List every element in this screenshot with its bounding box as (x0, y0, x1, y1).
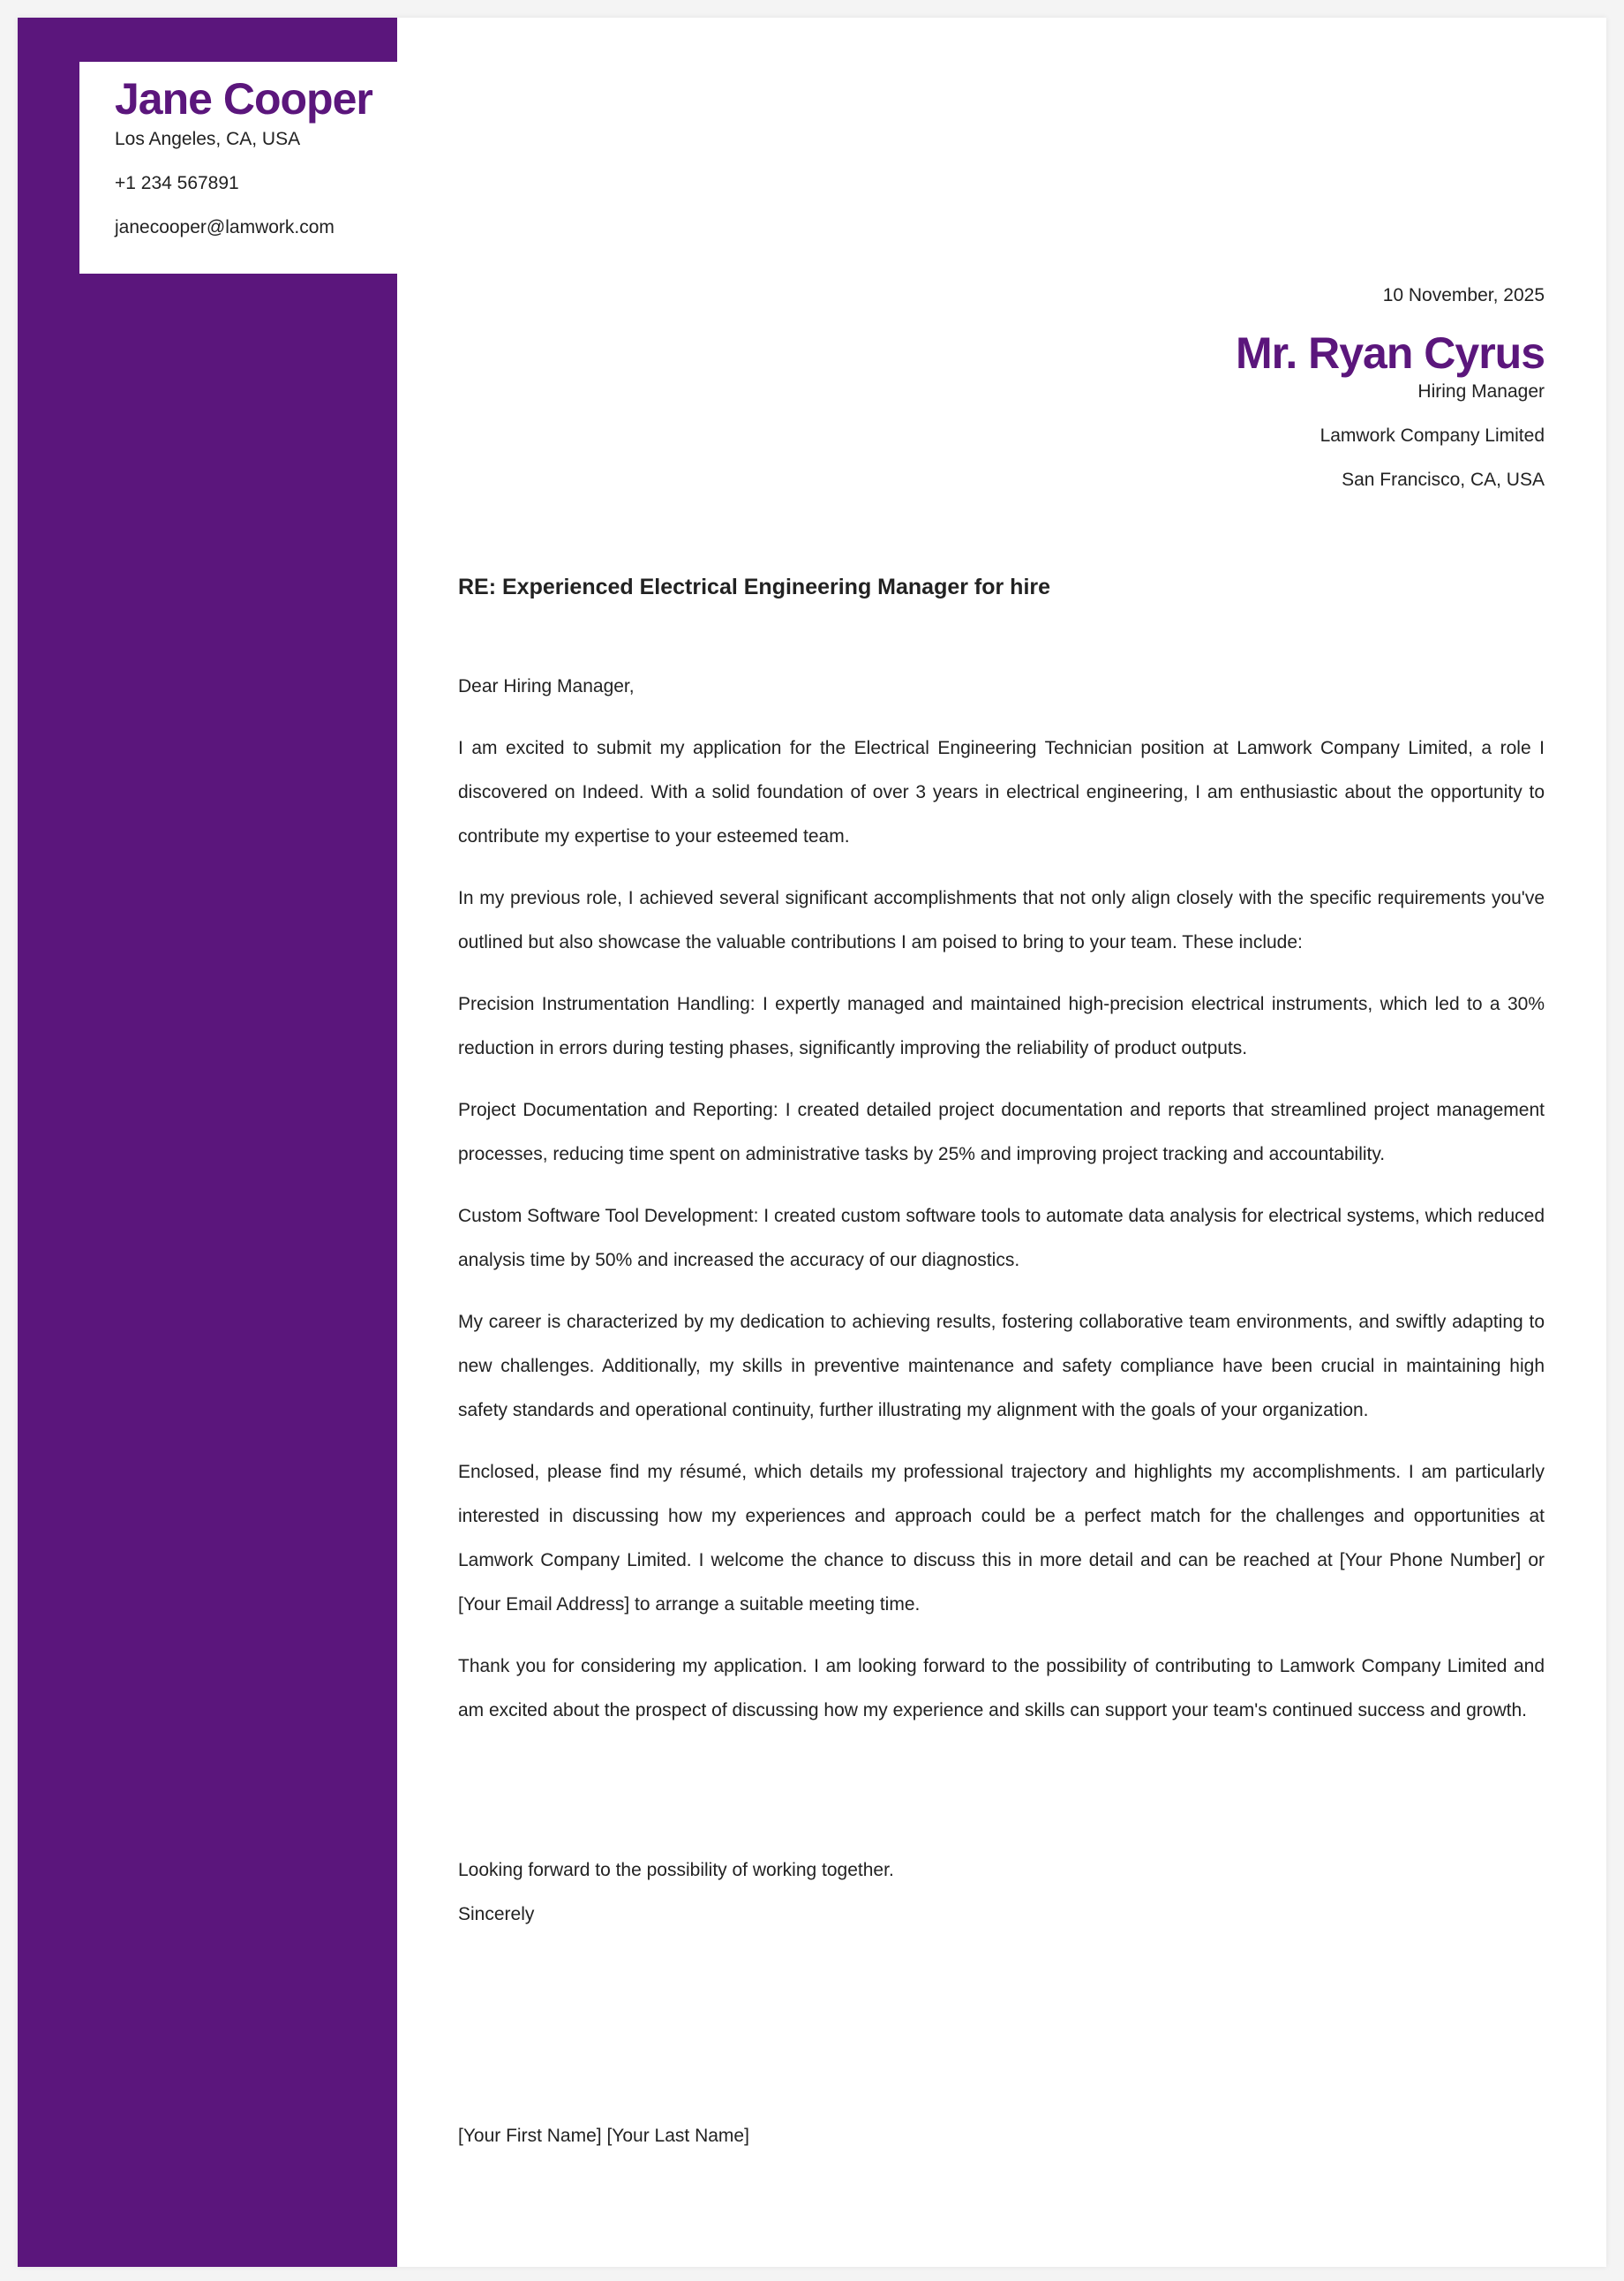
letter-subject: RE: Experienced Electrical Engineering Manager for hire (458, 575, 1051, 599)
closing-block (458, 1848, 894, 1937)
body-paragraph: Precision Instrumentation Handling: I expertly managed and maintained high-precision electrical instruments, which led to a 30% reduction in errors during testing phases, significantly improving the reliability of product outputs. (458, 994, 1545, 1058)
body-paragraph: Enclosed, please find my résumé, which details my professional trajectory and highlights my accomplishments. I am particularly interested in discussing how my experiences and approach could be a perfect match for the challenges and opportunities at Lamwork Company Limited. I welcome the chance to discuss this in more detail and can be reached at [Your Phone Number] or [Your Email Address] to arrange a suitable meeting time. (458, 1462, 1545, 1615)
body-paragraph: Custom Software Tool Development: I created custom software tools to automate data analysis for electrical systems, which reduced analysis time by 50% and increased the accuracy of our diagnostics. (458, 1206, 1545, 1270)
body-paragraph: Thank you for considering my application. I am looking forward to the possibility of contributing to Lamwork Company Limited and am excited about the prospect of discussing how my experience and skills can support your team's continued success and growth. (458, 1656, 1545, 1720)
body-paragraph: I am excited to submit my application for the Electrical Engineering Technician position at Lamwork Company Limited, a role I discovered on Indeed. With a solid foundation of over 3 years in electrical engineering, I am enthusiastic about the opportunity to contribute my expertise to your esteemed team. (458, 738, 1545, 847)
sender-name: Jane Cooper (115, 74, 372, 124)
sidebar-accent-bar (18, 18, 397, 2267)
sender-location: Los Angeles, CA, USA (115, 129, 301, 149)
letter-body (458, 665, 1545, 1750)
recipient-name: Mr. Ryan Cyrus (1235, 328, 1545, 378)
recipient-location: San Francisco, CA, USA (1342, 470, 1545, 490)
body-paragraph: Project Documentation and Reporting: I created detailed project documentation and reports that streamlined project management processes, reducing time spent on administrative tasks by 25% and improving project tracking and accountability. (458, 1100, 1545, 1164)
letter-page (18, 18, 1606, 2267)
sender-contact-card (79, 62, 397, 274)
body-paragraph: In my previous role, I achieved several significant accomplishments that not only align closely with the specific requirements you've outlined but also showcase the valuable contributions I am poised to bring to your team. These include: (458, 888, 1545, 952)
signature-name: [Your First Name] [Your Last Name] (458, 2126, 749, 2146)
sender-phone: +1 234 567891 (115, 173, 239, 193)
closing-signoff: Sincerely (458, 1904, 535, 1924)
closing-line: Looking forward to the possibility of working together. (458, 1860, 894, 1880)
recipient-block (1236, 282, 1545, 491)
letter-content (458, 18, 1545, 2267)
sender-email: janecooper@lamwork.com (115, 217, 335, 237)
letter-date: 10 November, 2025 (1382, 285, 1545, 305)
body-paragraph: My career is characterized by my dedication to achieving results, fostering collaborative team environments, and swiftly adapting to new challenges. Additionally, my skills in preventive maintenance and safety compliance have been crucial in maintaining high safety standards and operational continuity, further illustrating my alignment with the goals of your organization. (458, 1312, 1545, 1420)
recipient-company: Lamwork Company Limited (1320, 425, 1545, 446)
salutation: Dear Hiring Manager, (458, 676, 635, 696)
recipient-title: Hiring Manager (1417, 381, 1545, 402)
